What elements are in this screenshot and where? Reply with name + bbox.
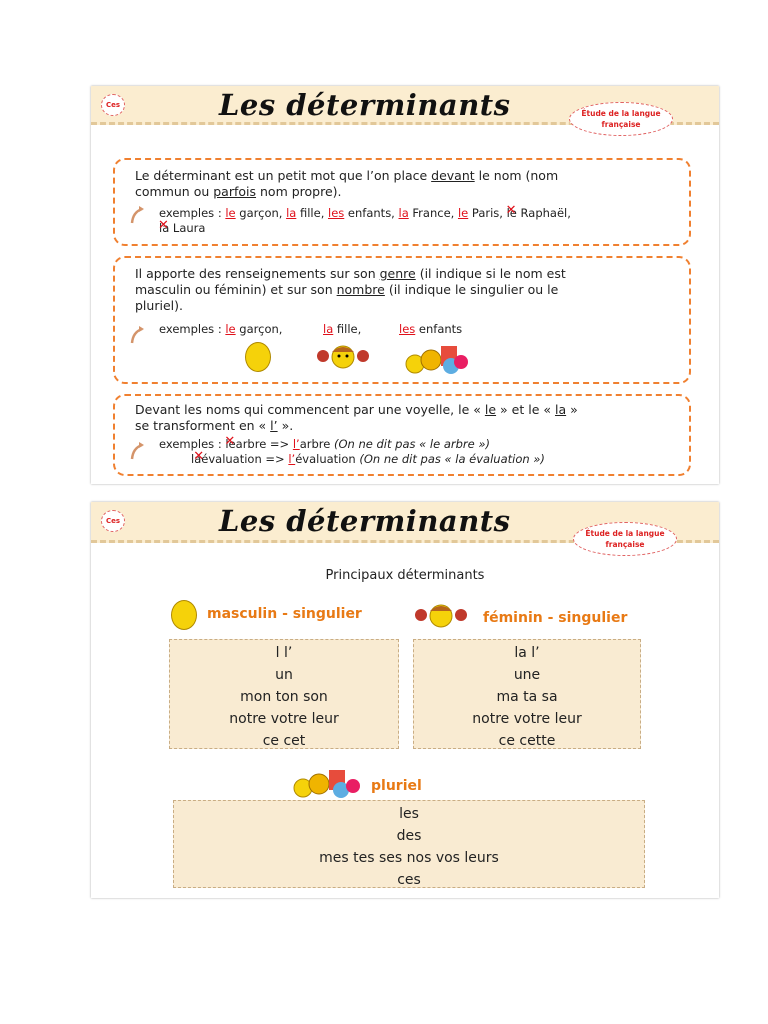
noun: enfants xyxy=(415,322,463,336)
determiner-row: ce cet xyxy=(262,733,306,749)
determiner: la xyxy=(286,206,297,220)
boy-character-icon xyxy=(171,600,197,630)
determiner-row: l l’ xyxy=(275,645,293,661)
examples-text xyxy=(399,322,462,337)
determiner-row: notre votre leur xyxy=(472,711,582,727)
determiner: la xyxy=(398,206,409,220)
crossed-determiner: la ✕ xyxy=(159,221,169,235)
plural-label: pluriel xyxy=(371,778,422,794)
group-characters-icon xyxy=(401,340,471,376)
text-fragment: commun ou xyxy=(135,184,214,199)
text-fragment: évaluation => xyxy=(201,452,289,466)
examples-label: exemples : xyxy=(159,322,226,336)
definition-text xyxy=(135,168,675,200)
group-characters-icon xyxy=(289,766,363,800)
subject-badge: Étude de la langue française xyxy=(569,102,673,136)
lesson-sheet-2 xyxy=(91,502,719,898)
noun: fille, xyxy=(296,206,329,220)
underlined-word: parfois xyxy=(213,184,257,199)
text-fragment: (il indique si le nom est xyxy=(415,266,566,281)
noun: garçon, xyxy=(235,206,287,220)
noun: fille, xyxy=(333,322,362,336)
noun: garçon, xyxy=(235,322,283,336)
determiner: le xyxy=(225,206,236,220)
rule-box-elision xyxy=(113,394,691,476)
noun: Raphaël, xyxy=(516,206,571,220)
page-title: Les déterminants xyxy=(219,504,511,538)
noun: France, xyxy=(408,206,458,220)
level-badge: Ces xyxy=(101,510,125,532)
determiner: l’ xyxy=(292,437,300,451)
section-heading: Principaux déterminants xyxy=(325,568,485,583)
feminine-determiners-box xyxy=(413,639,641,749)
determiner: les xyxy=(328,206,345,220)
determiner: la xyxy=(323,322,334,336)
lesson-sheet-1 xyxy=(91,86,719,484)
noun: enfants, xyxy=(344,206,399,220)
determiner-row: ce cette xyxy=(498,733,556,749)
masculine-determiners-box xyxy=(169,639,399,749)
elision-text xyxy=(135,402,675,434)
determiner: le xyxy=(225,322,236,336)
noun: arbre xyxy=(299,437,334,451)
underlined-word: le xyxy=(484,402,497,417)
determiner: les xyxy=(399,322,416,336)
determiner-row: la l’ xyxy=(514,645,540,661)
example-line-arbre xyxy=(159,437,490,452)
examples-text xyxy=(323,322,361,337)
text-fragment: » et le « xyxy=(496,402,555,417)
underlined-word: nombre xyxy=(336,282,385,297)
underlined-word: l’ xyxy=(270,418,278,433)
determiner: l’ xyxy=(288,452,296,466)
text-fragment: le nom (nom xyxy=(474,168,559,183)
boy-character-icon xyxy=(245,342,271,372)
text-fragment: » xyxy=(566,402,578,417)
page-title: Les déterminants xyxy=(219,88,511,122)
curved-arrow-icon xyxy=(129,204,145,224)
masculine-singular-label: masculin - singulier xyxy=(207,606,362,622)
determiner-row: une xyxy=(513,667,541,683)
underlined-word: genre xyxy=(379,266,416,281)
example-line-evaluation xyxy=(191,452,545,467)
noun: évaluation xyxy=(295,452,360,466)
text-fragment: ». xyxy=(277,418,294,433)
note: (On ne dit pas « le arbre ») xyxy=(334,437,490,451)
text-fragment: arbre => xyxy=(235,437,293,451)
feminine-singular-label: féminin - singulier xyxy=(483,610,628,626)
text-fragment: nom propre). xyxy=(256,184,342,199)
girl-character-icon xyxy=(315,340,371,374)
text-fragment: Le déterminant est un petit mot que l’on place xyxy=(135,168,432,183)
determiner: le xyxy=(457,206,469,220)
determiner-row: mes tes ses nos vos leurs xyxy=(319,850,499,866)
crossed-determiner: le ✕ xyxy=(225,437,235,451)
girl-character-icon xyxy=(415,600,467,632)
examples-text xyxy=(159,206,679,236)
underlined-word: devant xyxy=(431,168,475,183)
curved-arrow-icon xyxy=(129,440,145,460)
determiner-row: les xyxy=(399,806,419,822)
noun: Laura xyxy=(169,221,206,235)
determiner-row: des xyxy=(396,828,422,844)
examples-label: exemples : xyxy=(159,437,226,451)
determiner-row: ces xyxy=(397,872,421,888)
text-fragment: pluriel). xyxy=(135,298,183,313)
plural-determiners-box xyxy=(173,800,645,888)
noun: Paris, xyxy=(468,206,507,220)
rule-box-definition xyxy=(113,158,691,246)
determiner-row: mon ton son xyxy=(240,689,328,705)
gender-number-text xyxy=(135,266,675,314)
text-fragment: Il apporte des renseignements sur son xyxy=(135,266,380,281)
level-badge: Ces xyxy=(101,94,125,116)
underlined-word: la xyxy=(554,402,567,417)
text-fragment: (il indique le singulier ou le xyxy=(384,282,559,297)
subject-badge: Étude de la langue française xyxy=(573,522,677,556)
text-fragment: l xyxy=(191,452,195,466)
determiner-row: ma ta sa xyxy=(496,689,558,705)
determiner-row: un xyxy=(275,667,293,683)
crossed-determiner: le ✕ xyxy=(507,206,517,220)
text-fragment: Devant les noms qui commencent par une voyelle, le « xyxy=(135,402,485,417)
examples-label: exemples : xyxy=(159,206,226,220)
rule-box-gender-number xyxy=(113,256,691,384)
examples-text xyxy=(159,322,282,337)
crossed-letter: a ✕ xyxy=(194,452,201,466)
text-fragment: se transforment en « xyxy=(135,418,271,433)
curved-arrow-icon xyxy=(129,324,145,344)
text-fragment: masculin ou féminin) et sur son xyxy=(135,282,337,297)
note: (On ne dit pas « la évaluation ») xyxy=(359,452,545,466)
determiner-row: notre votre leur xyxy=(229,711,339,727)
